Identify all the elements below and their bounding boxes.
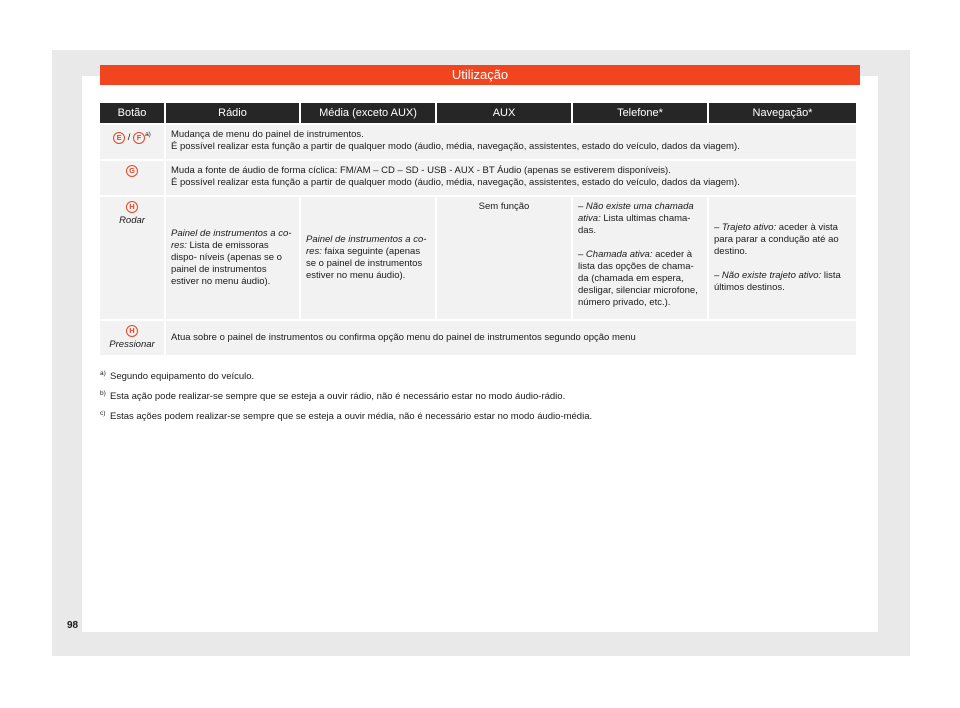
key-cell-g bbox=[100, 161, 164, 195]
table-row-h-pressionar bbox=[100, 321, 856, 355]
table-row-h-rodar bbox=[100, 197, 856, 319]
nav-rodar-text2: lista últimos destinos. bbox=[714, 270, 841, 293]
footnote-item bbox=[100, 367, 860, 384]
page-number: 98 bbox=[67, 620, 79, 631]
col-header-telefone: Telefone* bbox=[573, 103, 707, 123]
nav-rodar-text1: aceder à vista para parar a condução até ao destino. bbox=[714, 222, 839, 257]
cell-navegacao-rodar bbox=[709, 197, 856, 319]
radio-rodar-text: Lista de emissoras dispo- níveis (apenas se o painel de instrumentos estiver no menu áudio). bbox=[171, 240, 282, 287]
cell-telefone-rodar bbox=[573, 197, 707, 319]
button-g-icon: G bbox=[126, 165, 138, 177]
button-h-icon: H bbox=[126, 201, 138, 213]
desc-cell-ef bbox=[166, 125, 856, 159]
key-cell-ef bbox=[100, 125, 164, 159]
radio-rodar-title: Painel de instrumentos a co- res: bbox=[171, 228, 292, 251]
button-f-icon: F bbox=[133, 132, 145, 144]
cell-media-rodar bbox=[301, 197, 435, 319]
desc-ef-line2: É possível realizar esta função a partir de qualquer modo (áudio, média, navegação, assistentes, estado do veículo, dados da viagem). bbox=[171, 141, 740, 152]
nav-rodar-title1: – Trajeto ativo: bbox=[714, 222, 777, 233]
table-row-g bbox=[100, 161, 856, 195]
footnote-ref-a: a) bbox=[145, 131, 151, 138]
nav-rodar-title2: – Não existe trajeto ativo: bbox=[714, 270, 822, 281]
col-header-media: Média (exceto AUX) bbox=[301, 103, 435, 123]
desc-g-line2: É possível realizar esta função a partir de qualquer modo (áudio, média, navegação, assistentes, estado do veículo, dados da viagem). bbox=[171, 177, 740, 188]
desc-cell-g bbox=[166, 161, 856, 195]
footnote-mark: b) bbox=[100, 390, 106, 398]
col-header-aux: AUX bbox=[437, 103, 571, 123]
tel-rodar-text2: aceder à lista das opções de chama- da (chamada em espera, desligar, silenciar microfone, número privado, etc.). bbox=[578, 249, 698, 308]
desc-ef-line1: Mudança de menu do painel de instrumentos. bbox=[171, 129, 364, 140]
tel-rodar-title2: – Chamada ativa: bbox=[578, 249, 653, 260]
key-label-rodar: Rodar bbox=[119, 214, 145, 226]
cell-aux-rodar: Sem função bbox=[437, 197, 571, 319]
table-row-ef bbox=[100, 125, 856, 159]
desc-g-line1: Muda a fonte de áudio de forma cíclica: FM/AM – CD – SD - USB - AUX - BT Áudio (apenas se estiverem disponíveis). bbox=[171, 165, 671, 176]
button-h-icon: H bbox=[126, 325, 138, 337]
footnote-item bbox=[100, 407, 860, 424]
footnote-text: Segundo equipamento do veículo. bbox=[110, 371, 255, 383]
key-cell-h-rodar bbox=[100, 197, 164, 319]
key-label-pressionar: Pressionar bbox=[109, 338, 155, 350]
key-cell-h-pressionar bbox=[100, 321, 164, 355]
media-rodar-title: Painel de instrumentos a co- res: bbox=[306, 234, 427, 257]
col-header-botao: Botão bbox=[100, 103, 164, 123]
footnote-text: Estas ações podem realizar-se sempre que se esteja a ouvir média, não é necessário estar no modo áudio-média. bbox=[110, 411, 593, 423]
desc-cell-h-pressionar: Atua sobre o painel de instrumentos ou confirma opção menu do painel de instrumentos segundo opção menu bbox=[166, 321, 856, 355]
footnote-mark: a) bbox=[100, 370, 106, 377]
footnote-text: Esta ação pode realizar-se sempre que se esteja a ouvir rádio, não é necessário estar no modo áudio-rádio. bbox=[110, 391, 566, 403]
section-title: Utilização bbox=[100, 65, 860, 85]
footnote-item bbox=[100, 387, 860, 404]
key-separator: / bbox=[127, 132, 131, 144]
footnote-mark: c) bbox=[100, 410, 106, 418]
table-header-row bbox=[100, 103, 856, 123]
col-header-navegacao: Navegação* bbox=[709, 103, 856, 123]
media-rodar-text: faixa seguinte (apenas se o painel de instrumentos estiver no menu áudio). bbox=[306, 246, 423, 281]
tel-rodar-title1: – Não existe uma chamada ativa: bbox=[578, 201, 694, 224]
tel-rodar-text1: Lista ultimas chama- das. bbox=[578, 213, 691, 236]
footnotes bbox=[100, 367, 860, 427]
col-header-radio: Rádio bbox=[166, 103, 299, 123]
cell-radio-rodar bbox=[166, 197, 299, 319]
button-e-icon: E bbox=[113, 132, 125, 144]
function-table bbox=[98, 101, 858, 357]
